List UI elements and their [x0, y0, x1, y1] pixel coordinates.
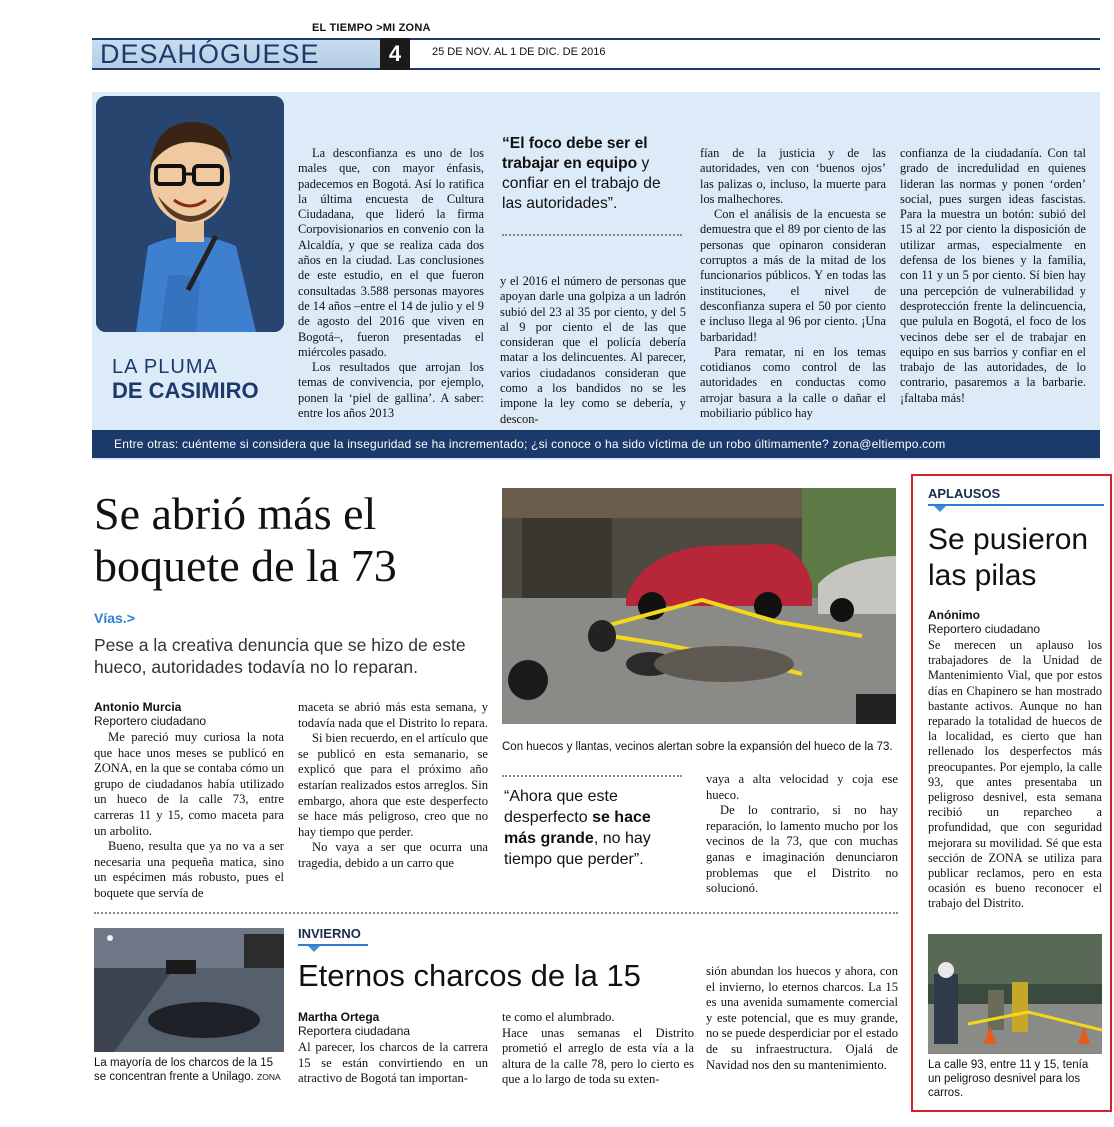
charcos-photo [94, 928, 284, 1052]
aplausos-headline: Se pusieron las pilas [928, 523, 1089, 592]
charcos-column-2 [502, 1010, 694, 1088]
aplausos-body [928, 638, 1102, 912]
paper-name: EL TIEMPO >MI ZONA [312, 22, 431, 34]
aplausos-byline [928, 608, 1040, 636]
paragraph: Al parecer, los charcos de la carrera 15 se están convirtiendo en un atractivo de Bogotá tan importan- [298, 1040, 488, 1086]
charcos-byline [298, 1010, 410, 1038]
paragraph: maceta se abrió más esta semana, y todavía nada que el Distrito lo repara. [298, 700, 488, 730]
paragraph: La desconfianza es uno de los males que, con mayor énfasis, padecemos en Bogotá. Así lo ratifica la última encuesta de Cultura Ciudadana, que lideró la firma Corpovisionarios en convenio con la Alcaldía, y que se realiza cada dos años en la ciudad. Las conclusiones de este estudio, en el que fueron consultadas 3.588 personas mayores de 14 años –entre el 14 de julio y el 9 de agosto del 2016 que viven en Bogotá–, fueron presentadas el miércoles pasado. [298, 146, 484, 359]
boquete-byline [94, 700, 206, 728]
paragraph: No vaya a ser que ocurra una tragedia, debido a un carro que [298, 840, 488, 870]
boquete-deck: Pese a la creativa denuncia que se hizo de este hueco, autoridades todavía no lo reparan. [94, 635, 466, 677]
charcos-photo-caption [94, 1056, 284, 1084]
paragraph: y el 2016 el número de personas que apoyan darle una golpiza a un ladrón subió del 23 al 35 por ciento, y del 5 al 9 por ciento el de las que consideran que el policía debería matar a los delincuentes. Al parecer, varios ciudadanos consideran que como a los bandidos no se les impone la ley como se debería, y descon- [500, 274, 686, 426]
boquete-column-3 [706, 772, 898, 897]
author-role: Reportero ciudadano [928, 622, 1041, 636]
quote-part-c: , no hay tiempo que perder”. [504, 830, 651, 868]
paragraph: Se merecen un aplauso los trabajadores de la Unidad de Mantenimiento Vial, que por estos días en Chapinero se han mostrado bastante activos. Aunque no han reparado la totalidad de huecos de la localidad, es cierto que han rellenado los desperfectos más preocupantes. Por ejemplo, la calle 93, que antes presentaba un peligroso desnivel, esta semana recibió un reparcheo a profundidad, que con seguridad mejorara su movilidad. Sé que esta sección de ZONA se utiliza para publicar reclamos, pero en esta ocasión es bueno reconocer el trabajo del Distrito. [928, 638, 1102, 911]
boquete-photo [502, 488, 896, 724]
boquete-pull-quote [504, 786, 684, 870]
columnist-portrait [96, 96, 284, 332]
charcos-column-1 [298, 1040, 488, 1087]
charcos-headline: Eternos charcos de la 15 [298, 958, 641, 993]
boquete-photo-caption: Con huecos y llantas, vecinos alertan sobre la expansión del hueco de la 73. [502, 741, 893, 753]
aplausos-photo-caption: La calle 93, entre 11 y 15, tenía un peligroso desnivel para los carros. [928, 1059, 1089, 1099]
opinion-column-4 [900, 146, 1086, 406]
charcos-column-3 [706, 964, 898, 1073]
aplausos-tag: APLAUSOS [928, 486, 1001, 501]
brand-line1: LA PLUMA [112, 356, 218, 378]
paragraph: Los resultados que arrojan los temas de convivencia, por ejemplo, ponen la ‘piel de gallina’. A saber: entre los años 2013 [298, 360, 484, 421]
section-header [92, 38, 1100, 70]
boquete-column-2 [298, 700, 488, 872]
opinion-footer: Entre otras: cuénteme si considera que la inseguridad se ha incrementado; ¿si conoce o ha sido víctima de un robo últimamente? zona@eltiempo.com [92, 430, 1100, 458]
aplausos-photo [928, 934, 1102, 1054]
paragraph: Si bien recuerdo, en el artículo que se publicó en esta semanario, se explicó que para el próximo año estarían realizados estos arreglos. Sin embargo, ahora que este desperfecto se hace más peligroso, creo que no hay tiempo que perder. [298, 731, 488, 839]
author-role: Reportera ciudadana [298, 1024, 411, 1038]
opinion-column-1 [298, 146, 484, 421]
opinion-column-2 [500, 274, 686, 427]
paragraph: te como el alumbrado. [502, 1010, 615, 1024]
pull-quote [502, 134, 682, 214]
paragraph: Para rematar, ni en los temas cotidianos como control de las autoridades en conductas como arrojar basura a la calle o dañar el mobiliario público hay [700, 344, 886, 421]
paragraph: De lo contrario, si no hay reparación, lo lamento mucho por los vecinos de la 73, que con muchas ganas e imaginación denunciaron problemas que el Distrito no solucionó. [706, 803, 898, 896]
quote-part-b: se hace más grande [504, 809, 651, 847]
brand-line2: DE CASIMIRO [112, 378, 259, 403]
charcos-tag: INVIERNO [298, 926, 361, 941]
paragraph: Me pareció muy curiosa la nota que hace unos meses se publicó en ZONA, en la que se contaba cómo un grupo de ciudadanos había utilizado un hueco de la calle 73, entre carreras 11 y 15, como maceta para un arbolito. [94, 730, 284, 838]
section-title: DESAHÓGUESE [100, 39, 320, 69]
photo-credit: ZONA [257, 1072, 281, 1082]
author-name: Anónimo [928, 608, 980, 622]
boquete-headline: Se abrió más el boquete de la 73 [94, 488, 397, 591]
quote-part-a: “Ahora que este desperfecto [504, 788, 618, 826]
boquete-column-1 [94, 730, 284, 902]
issue-dates: 25 DE NOV. AL 1 DE DIC. DE 2016 [432, 46, 606, 58]
paragraph: sión abundan los huecos y ahora, con el invierno, lo eternos charcos. La 15 es una avenida sumamente comercial y este potencial, que es muy grande, no se puede desperdiciar por el estado de su infraestructura. Ojalá de Navidad nos den su mantenimiento. [706, 964, 898, 1072]
paragraph: confianza de la ciudadanía. Con tal grado de incredulidad en quienes lideran las normas y ponen ‘orden’ social, pues surgen ideas fascistas. Para la muestra un botón: subió del 15 al 22 por ciento la disposición de utilizar armas, especialmente en defensa de los bienes y la familia, con 11 y un 5 por ciento. Sí bien hay una percepción de vulnerabilidad y desprotección frente la delincuencia, que pulula en Bogotá, el foco de los vecinos debe ser el de trabajar en equipo en sus barrios y confiar en el trabajo de las autoridades, de lo contrario, pasaremos a la barbarie. ¡faltaba más! [900, 146, 1086, 405]
paragraph: vaya a alta velocidad y coja ese hueco. [706, 772, 898, 802]
pull-quote-rest: y confiar en el trabajo de las autoridades”. [502, 155, 661, 212]
caption-text: La mayoría de los charcos de la 15 se concentran frente a Unilago. [94, 1057, 273, 1083]
paragraph: Bueno, resulta que ya no va a ser necesaria una pequeña matica, sino un espécimen más robusto, pues el boquete que servía de [94, 839, 284, 900]
paragraph: fían de la justicia y de las autoridades, ven con ‘buenos ojos’ las palizas o, incluso, la muerte para los malhechores. [700, 146, 886, 206]
paragraph: Con el análisis de la encuesta se demuestra que el 89 por ciento de las personas que opinaron consideran corruptos a más de la mitad de los funcionarios públicos. Y en todas las instituciones, el nivel de desconfianza supera el 50 por ciento e incluso llega al 96 por ciento. ¡Una barbaridad! [700, 207, 886, 344]
author-name: Antonio Murcia [94, 700, 182, 714]
paragraph: Hace unas semanas el Distrito prometió el arreglo de esta vía a la altura de la calle 78, pero lo cierto es que a lo largo de toda su exten- [502, 1025, 694, 1087]
opinion-column-3 [700, 146, 886, 421]
page-number: 4 [380, 38, 410, 70]
pull-quote-bold: “El foco debe ser el trabajar en equipo [502, 135, 648, 172]
author-role: Reportero ciudadano [94, 714, 207, 728]
author-name: Martha Ortega [298, 1010, 380, 1024]
boquete-kicker: Vías.> [94, 610, 135, 626]
